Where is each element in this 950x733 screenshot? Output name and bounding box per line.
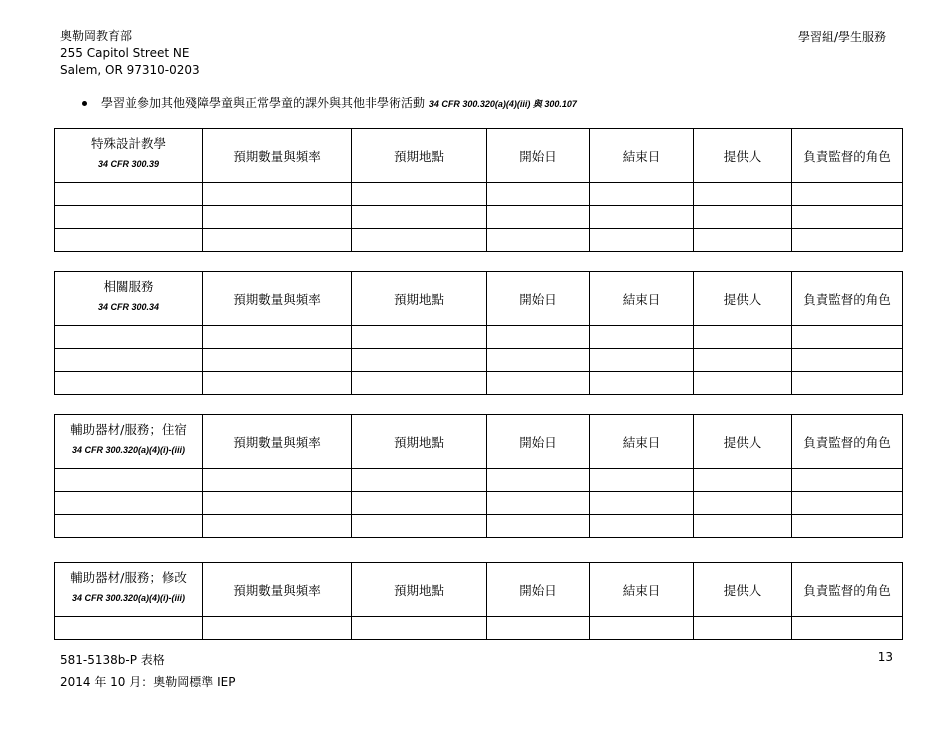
- table-cell[interactable]: [694, 515, 792, 538]
- table-title-cell: [55, 129, 203, 183]
- table-cell[interactable]: [203, 183, 352, 206]
- bullet-item: [82, 94, 577, 111]
- table-title-cell: [55, 563, 203, 617]
- table-row: [55, 617, 903, 640]
- table-header-row: [55, 415, 903, 469]
- city-address: Salem, OR 97310-0203: [60, 63, 200, 77]
- table-row: [55, 326, 903, 349]
- column-header: 結束日: [590, 415, 694, 469]
- form-date: 2014 年 10 月：奧勒岡標準 IEP: [60, 675, 236, 689]
- column-header: 開始日: [487, 415, 590, 469]
- table-cell[interactable]: [352, 515, 487, 538]
- department-name: 學習組/學生服務: [797, 30, 886, 44]
- column-header: 預期數量與頻率: [203, 415, 352, 469]
- table-cell[interactable]: [694, 349, 792, 372]
- form-number: 581-5138b-P 表格: [60, 653, 165, 667]
- footer-left: [60, 649, 235, 693]
- table-title: 特殊設計教學: [90, 136, 166, 151]
- table-cell[interactable]: [792, 492, 903, 515]
- table-cell[interactable]: [590, 183, 694, 206]
- table-cell[interactable]: [590, 372, 694, 395]
- column-header: 提供人: [694, 129, 792, 183]
- table-citation: 34 CFR 300.320(a)(4)(i)-(iii): [71, 593, 186, 603]
- table-cell[interactable]: [487, 469, 590, 492]
- column-header: 預期地點: [352, 129, 487, 183]
- table-cell[interactable]: [694, 492, 792, 515]
- table-cell[interactable]: [203, 349, 352, 372]
- table-row: [55, 229, 903, 252]
- column-header: 提供人: [694, 415, 792, 469]
- table-header-row: [55, 129, 903, 183]
- table-cell[interactable]: [590, 492, 694, 515]
- column-header: 預期數量與頻率: [203, 563, 352, 617]
- table-cell[interactable]: [352, 617, 487, 640]
- table-row: [55, 469, 903, 492]
- column-header: 負責監督的角色: [792, 563, 903, 617]
- table-cell[interactable]: [590, 617, 694, 640]
- table-cell[interactable]: [694, 229, 792, 252]
- table-cell[interactable]: [203, 229, 352, 252]
- table-cell[interactable]: [694, 206, 792, 229]
- service-table: [54, 271, 903, 395]
- column-header: 提供人: [694, 563, 792, 617]
- table-cell[interactable]: [487, 183, 590, 206]
- table-cell[interactable]: [487, 372, 590, 395]
- table-header-row: [55, 563, 903, 617]
- table-cell[interactable]: [792, 515, 903, 538]
- street-address: 255 Capitol Street NE: [60, 46, 190, 60]
- bullet-text: 學習並參加其他殘障學童與正常學童的課外與其他非學術活動: [101, 96, 426, 110]
- table-cell[interactable]: [352, 183, 487, 206]
- table-cell[interactable]: [55, 229, 203, 252]
- org-name: 奧勒岡教育部: [60, 29, 133, 43]
- table-cell[interactable]: [487, 515, 590, 538]
- table-cell[interactable]: [203, 515, 352, 538]
- column-header: 預期地點: [352, 272, 487, 326]
- column-header: 結束日: [590, 129, 694, 183]
- table-cell[interactable]: [352, 206, 487, 229]
- table-cell[interactable]: [792, 326, 903, 349]
- column-header: 結束日: [590, 272, 694, 326]
- table-cell[interactable]: [352, 492, 487, 515]
- table-header-row: [55, 272, 903, 326]
- column-header: 預期數量與頻率: [203, 129, 352, 183]
- table-cell[interactable]: [203, 326, 352, 349]
- table-cell[interactable]: [55, 469, 203, 492]
- table-cell[interactable]: [590, 206, 694, 229]
- table-cell[interactable]: [792, 349, 903, 372]
- table-cell[interactable]: [487, 349, 590, 372]
- service-table: [54, 414, 903, 538]
- table-cell[interactable]: [55, 206, 203, 229]
- header-address: [60, 28, 200, 79]
- table-cell[interactable]: [792, 372, 903, 395]
- table-cell[interactable]: [694, 469, 792, 492]
- column-header: 開始日: [487, 563, 590, 617]
- table-title: 輔助器材/服務；修改: [70, 570, 187, 585]
- table-cell[interactable]: [55, 492, 203, 515]
- table-title-cell: [55, 272, 203, 326]
- service-table: [54, 562, 903, 640]
- table-cell[interactable]: [352, 372, 487, 395]
- table-cell[interactable]: [55, 183, 203, 206]
- table-cell[interactable]: [590, 326, 694, 349]
- column-header: 提供人: [694, 272, 792, 326]
- bullet-icon: [82, 101, 87, 106]
- column-header: 負責監督的角色: [792, 272, 903, 326]
- column-header: 預期數量與頻率: [203, 272, 352, 326]
- service-table: [54, 128, 903, 252]
- table-cell[interactable]: [487, 206, 590, 229]
- table-cell[interactable]: [55, 326, 203, 349]
- table-cell[interactable]: [203, 372, 352, 395]
- column-header: 負責監督的角色: [792, 415, 903, 469]
- table-cell[interactable]: [55, 372, 203, 395]
- table-cell[interactable]: [203, 469, 352, 492]
- table-cell[interactable]: [792, 617, 903, 640]
- table-cell[interactable]: [590, 469, 694, 492]
- table-cell[interactable]: [694, 183, 792, 206]
- table-cell[interactable]: [792, 206, 903, 229]
- table-title-cell: [55, 415, 203, 469]
- table-row: [55, 183, 903, 206]
- table-cell[interactable]: [792, 229, 903, 252]
- column-header: 預期地點: [352, 563, 487, 617]
- table-row: [55, 349, 903, 372]
- table-row: [55, 372, 903, 395]
- table-cell[interactable]: [55, 515, 203, 538]
- table-row: [55, 492, 903, 515]
- table-cell[interactable]: [694, 372, 792, 395]
- column-header: 負責監督的角色: [792, 129, 903, 183]
- table-cell[interactable]: [792, 183, 903, 206]
- table-cell[interactable]: [694, 617, 792, 640]
- page-number: 13: [877, 650, 893, 664]
- column-header: 開始日: [487, 129, 590, 183]
- column-header: 開始日: [487, 272, 590, 326]
- table-cell[interactable]: [590, 349, 694, 372]
- table-cell[interactable]: [487, 229, 590, 252]
- table-citation: 34 CFR 300.34: [97, 302, 160, 312]
- table-cell[interactable]: [487, 326, 590, 349]
- column-header: 預期地點: [352, 415, 487, 469]
- table-cell[interactable]: [352, 349, 487, 372]
- table-cell[interactable]: [352, 469, 487, 492]
- table-cell[interactable]: [590, 229, 694, 252]
- bullet-citation: 34 CFR 300.320(a)(4)(iii) 與 300.107: [428, 99, 577, 109]
- table-cell[interactable]: [352, 229, 487, 252]
- table-cell[interactable]: [590, 515, 694, 538]
- table-row: [55, 206, 903, 229]
- table-cell[interactable]: [487, 492, 590, 515]
- table-row: [55, 515, 903, 538]
- table-cell[interactable]: [203, 206, 352, 229]
- table-cell[interactable]: [55, 617, 203, 640]
- table-citation: 34 CFR 300.320(a)(4)(i)-(iii): [71, 445, 186, 455]
- table-citation: 34 CFR 300.39: [97, 159, 160, 169]
- table-title: 輔助器材/服務；住宿: [70, 422, 187, 437]
- table-cell[interactable]: [694, 326, 792, 349]
- table-cell[interactable]: [352, 326, 487, 349]
- table-cell[interactable]: [55, 349, 203, 372]
- column-header: 結束日: [590, 563, 694, 617]
- table-cell[interactable]: [792, 469, 903, 492]
- table-cell[interactable]: [203, 617, 352, 640]
- table-cell[interactable]: [203, 492, 352, 515]
- table-cell[interactable]: [487, 617, 590, 640]
- table-title: 相關服務: [103, 279, 154, 294]
